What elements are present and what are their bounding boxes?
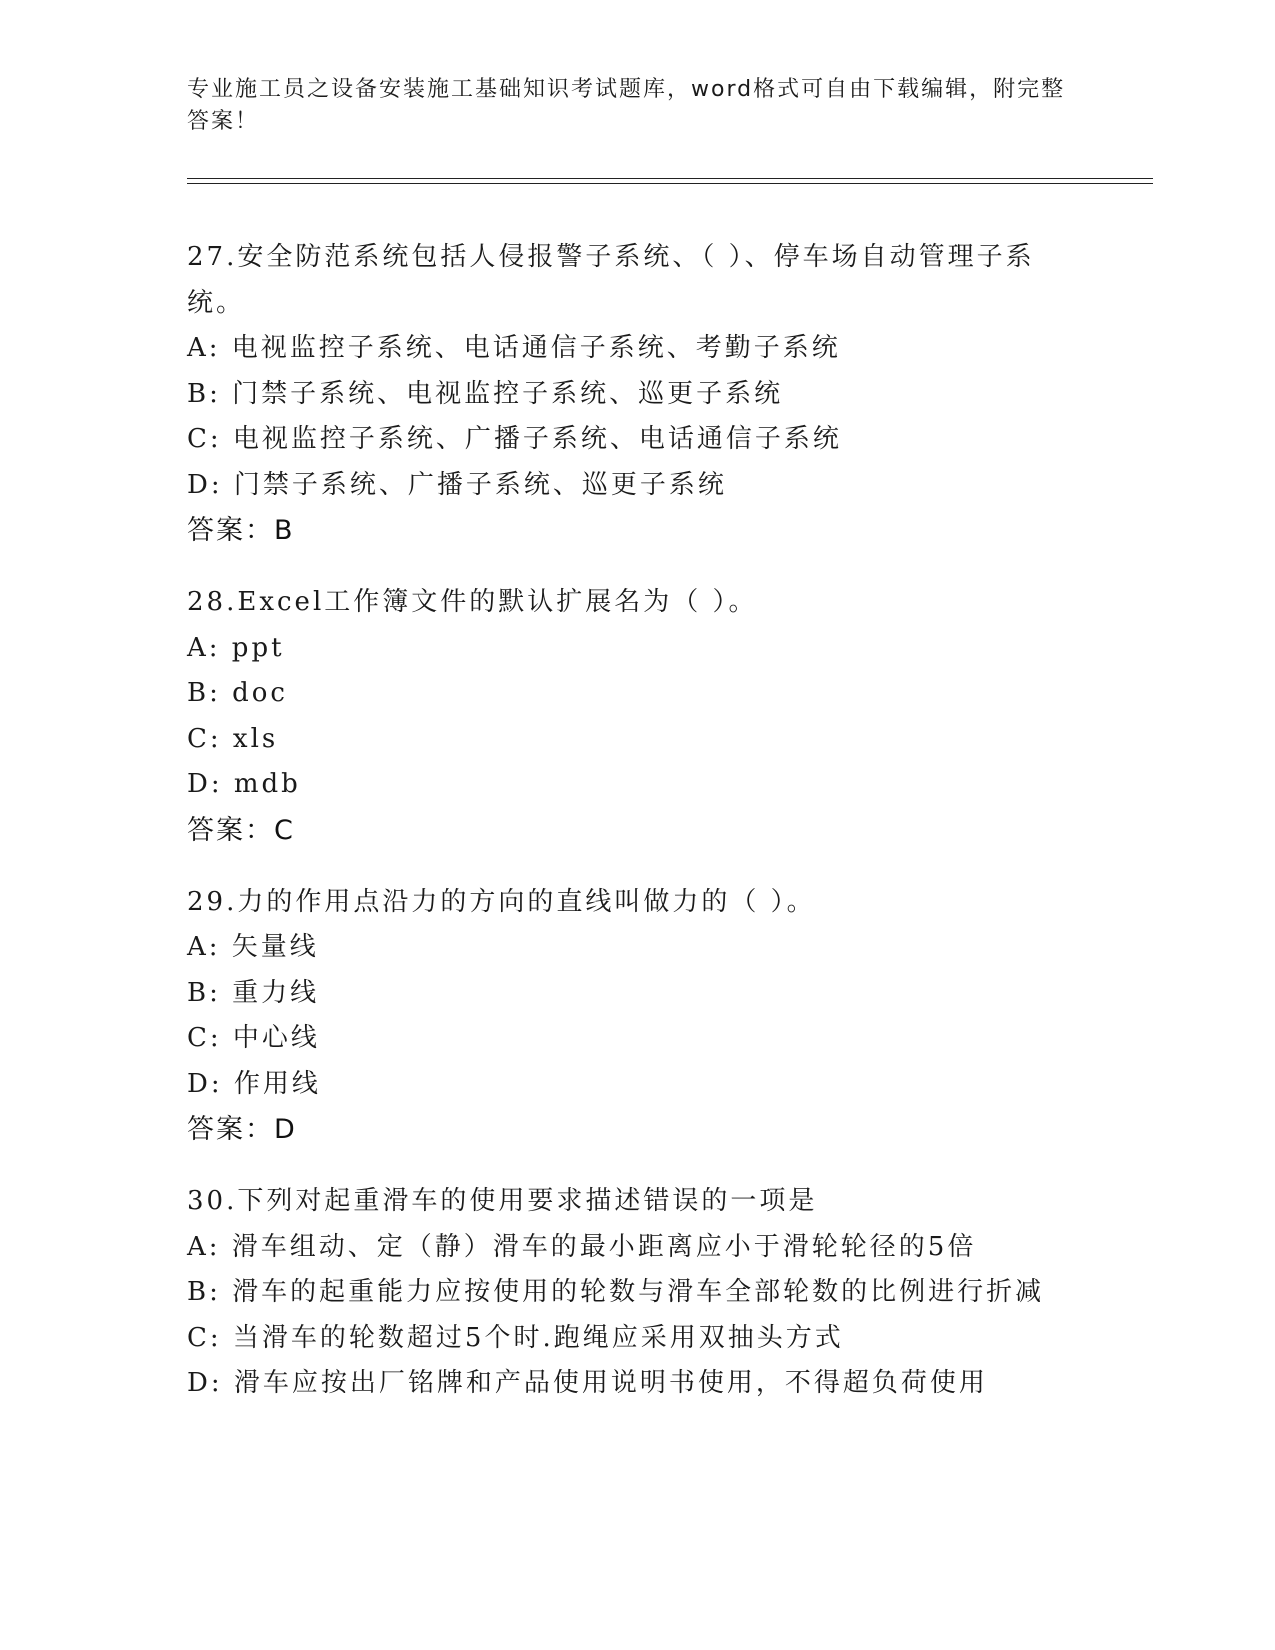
- option-c: C: 电视监控子系统、广播子系统、电话通信子系统: [187, 424, 842, 454]
- question-29: [187, 880, 1087, 1154]
- question-28: [187, 580, 1087, 854]
- question-stem: 27.安全防范系统包括人侵报警子系统、（ ）、停车场自动管理子系统。: [187, 242, 1035, 318]
- option-d: D: mdb: [187, 769, 301, 799]
- option-d: D: 门禁子系统、广播子系统、巡更子系统: [187, 469, 727, 500]
- option-a: A: 电视监控子系统、电话通信子系统、考勤子系统: [187, 333, 841, 363]
- option-b: B: 滑车的起重能力应按使用的轮数与滑车全部轮数的比例进行折减: [187, 1277, 1045, 1307]
- option-a: A: ppt: [187, 632, 285, 663]
- question-stem: 30.下列对起重滑车的使用要求描述错误的一项是: [187, 1186, 818, 1216]
- option-a: A: 矢量线: [187, 932, 319, 962]
- answer-line: 答案：B: [187, 515, 295, 546]
- question-stem: 28.Excel工作簿文件的默认扩展名为（ ）。: [187, 587, 758, 617]
- answer-line: 答案：D: [187, 1114, 297, 1145]
- option-a: A: 滑车组动、定（静）滑车的最小距离应小于滑轮轮径的5倍: [187, 1231, 977, 1262]
- answer-line: 答案：C: [187, 814, 295, 846]
- option-c: C: 当滑车的轮数超过5个时.跑绳应采用双抽头方式: [187, 1322, 844, 1353]
- question-list: [187, 235, 1087, 1433]
- document-header-text: 专业施工员之设备安装施工基础知识考试题库，word格式可自由下载编辑，附完整答案！: [187, 77, 1066, 134]
- option-d: D: 作用线: [187, 1068, 321, 1099]
- header-divider-top: [187, 178, 1153, 179]
- question-stem: 29.力的作用点沿力的方向的直线叫做力的（ ）。: [187, 886, 816, 917]
- question-27: [187, 235, 1087, 554]
- option-b: B: doc: [187, 678, 288, 708]
- option-c: C: xls: [187, 723, 279, 754]
- option-c: C: 中心线: [187, 1023, 320, 1053]
- option-b: B: 门禁子系统、电视监控子系统、巡更子系统: [187, 378, 784, 409]
- option-d: D: 滑车应按出厂铭牌和产品使用说明书使用，不得超负荷使用: [187, 1368, 988, 1398]
- header-divider-bottom: [187, 183, 1153, 184]
- question-30: [187, 1179, 1087, 1407]
- option-b: B: 重力线: [187, 977, 320, 1008]
